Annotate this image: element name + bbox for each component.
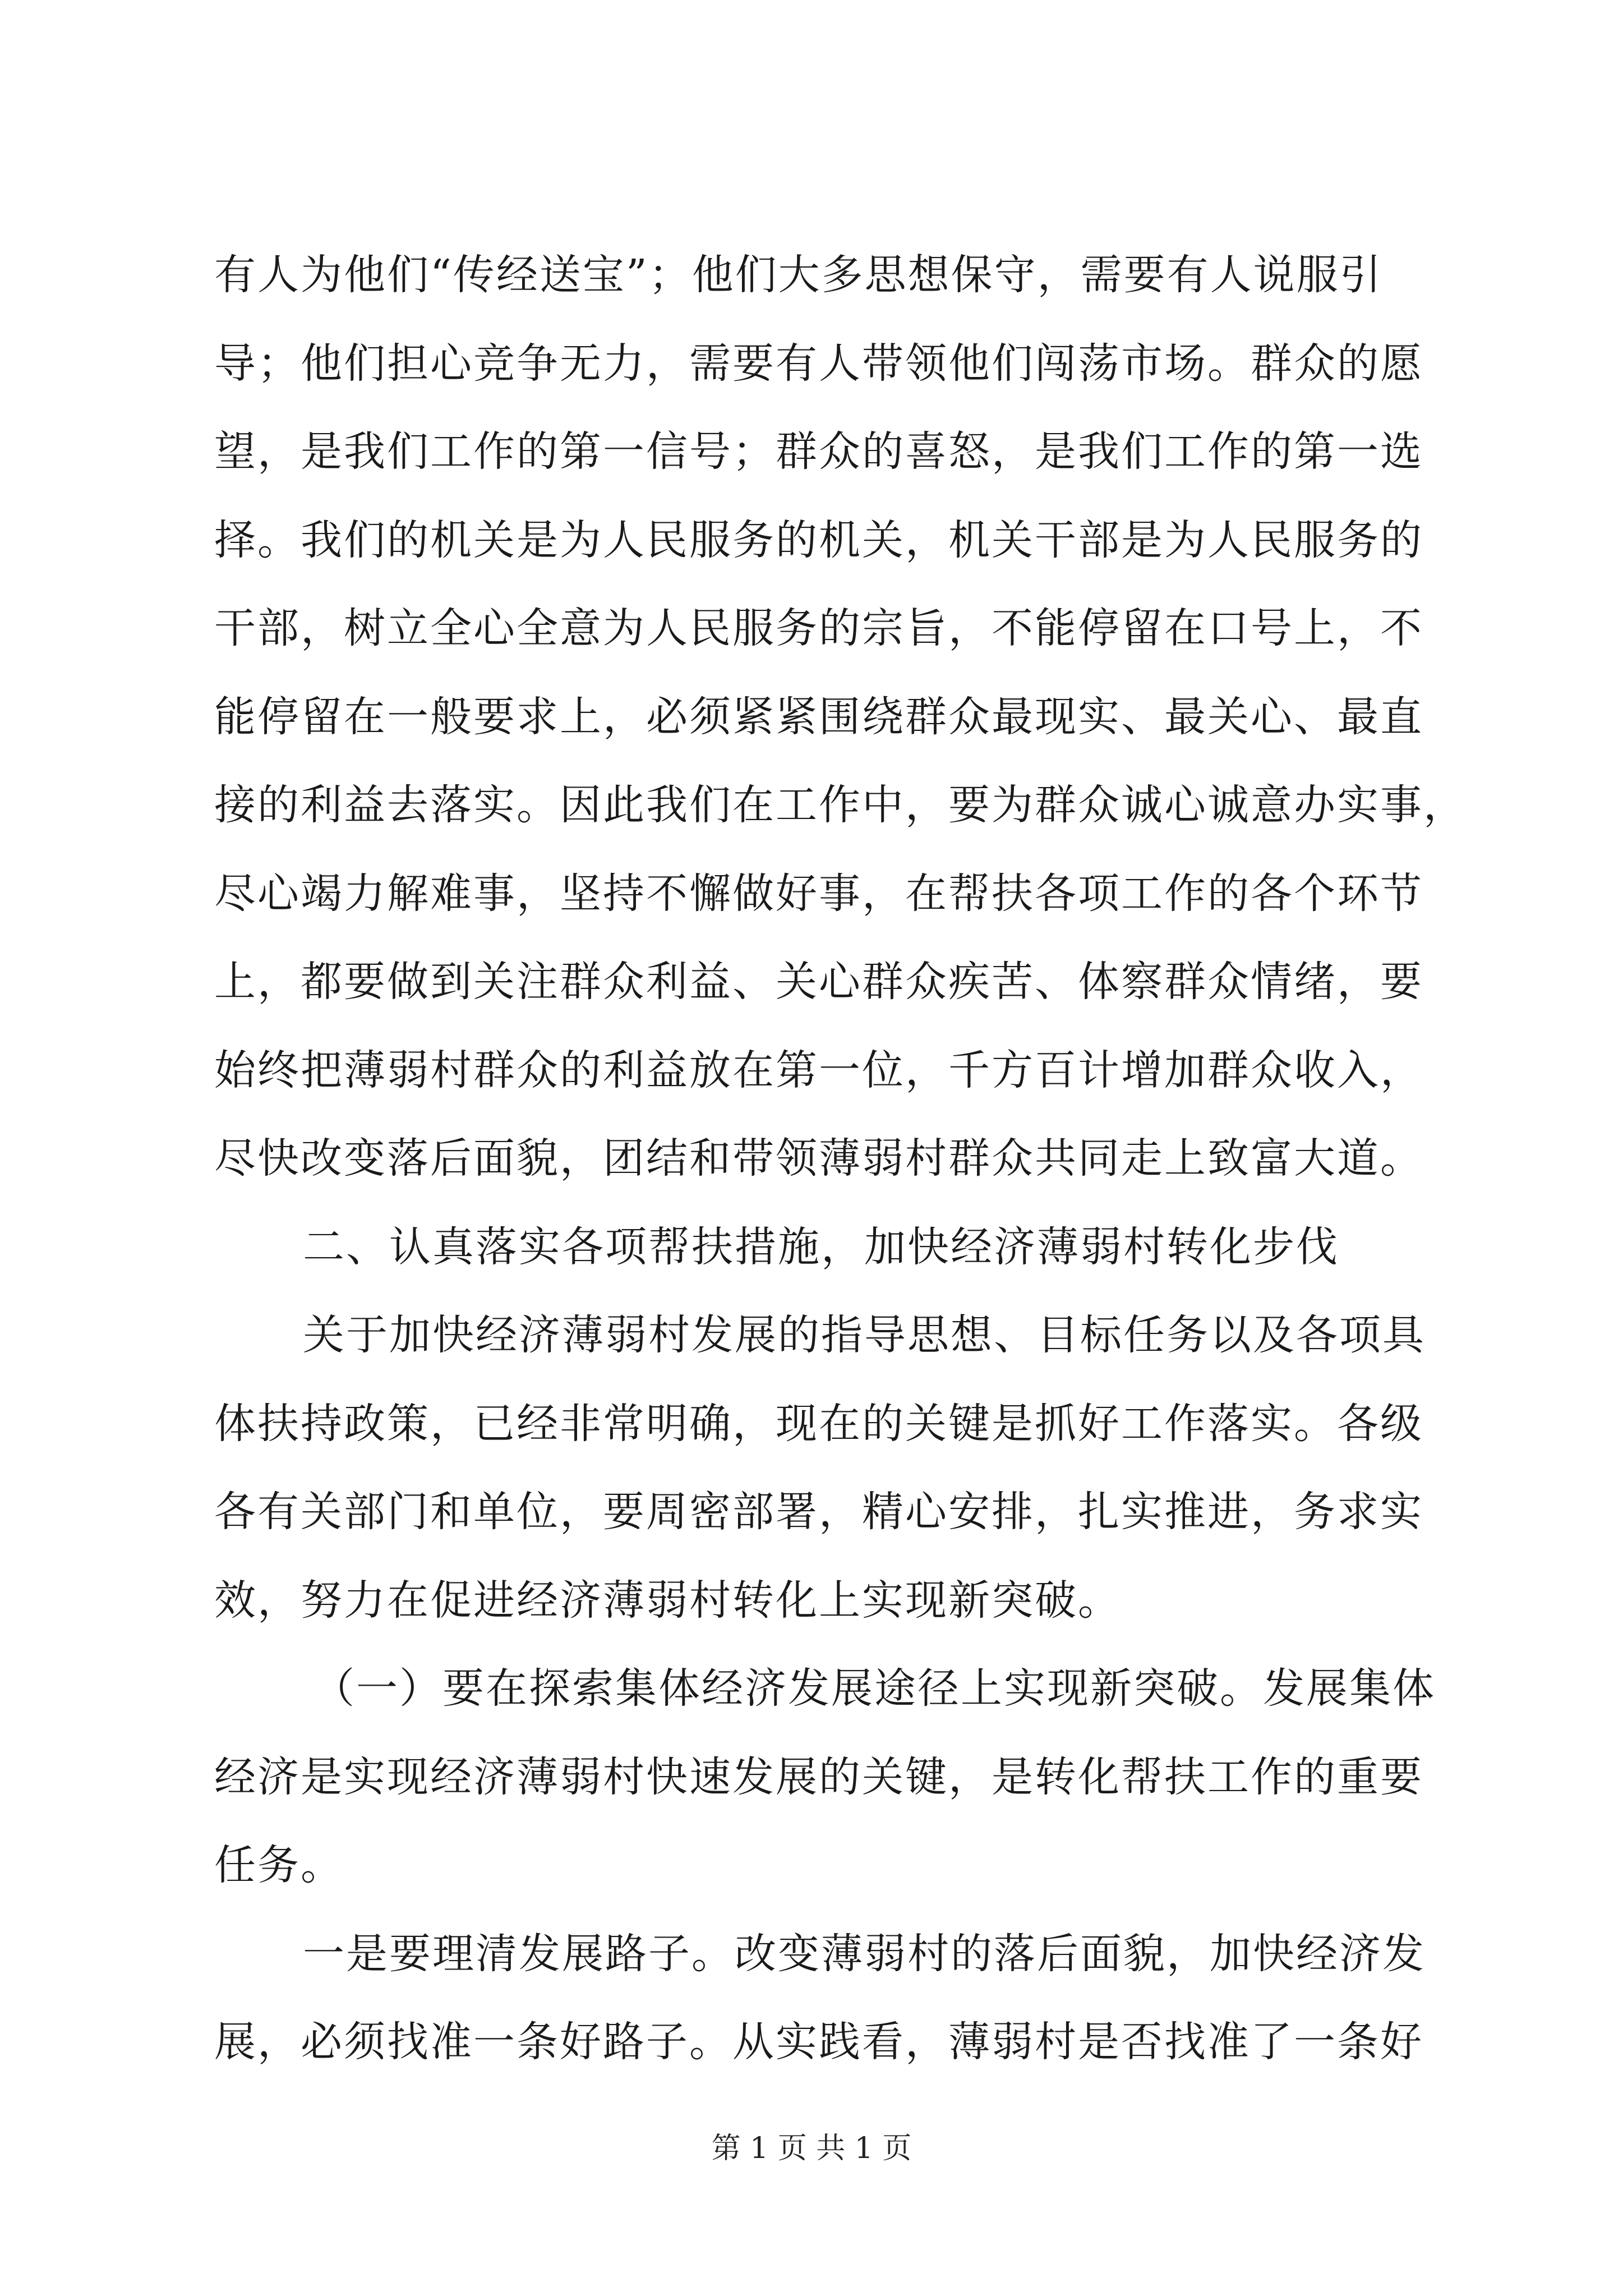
section-heading: 二、认真落实各项帮扶措施，加快经济薄弱村转化步伐	[303, 1223, 1339, 1271]
text-line: 尽快改变落后面貌，团结和带领薄弱村群众共同走上致富大道。	[214, 1134, 1423, 1182]
text-line: 上，都要做到关注群众利益、关心群众疾苦、体察群众情绪，要	[214, 958, 1423, 1006]
text-line: 效，努力在促进经济薄弱村转化上实现新突破。	[214, 1576, 1121, 1625]
text-line: 接的利益去落实。因此我们在工作中，要为群众诚心诚意办实事，	[214, 781, 1467, 829]
text-line: 有人为他们“传经送宝”；他们大多思想保守，需要有人说服引	[214, 251, 1383, 299]
text-line: 导；他们担心竞争无力，需要有人带领他们闯荡市场。群众的愿	[214, 339, 1423, 388]
text-line: 望，是我们工作的第一信号；群众的喜怒，是我们工作的第一选	[214, 427, 1423, 476]
text-line: 体扶持政策，已经非常明确，现在的关键是抓好工作落实。各级	[214, 1400, 1423, 1448]
text-line: 任务。	[214, 1841, 344, 1889]
text-line: 关于加快经济薄弱村发展的指导思想、目标任务以及各项具	[303, 1311, 1426, 1359]
page-number-label: 第 1 页 共 1 页	[711, 2132, 912, 2165]
text-line: 经济是实现经济薄弱村快速发展的关键，是转化帮扶工作的重要	[214, 1753, 1423, 1801]
text-line: 能停留在一般要求上，必须紧紧围绕群众最现实、最关心、最直	[214, 693, 1423, 741]
text-line: 择。我们的机关是为人民服务的机关，机关干部是为人民服务的	[214, 516, 1423, 564]
text-line: 始终把薄弱村群众的利益放在第一位，千方百计增加群众收入，	[214, 1046, 1423, 1094]
text-line: 干部，树立全心全意为人民服务的宗旨，不能停留在口号上，不	[214, 604, 1423, 652]
text-line: 各有关部门和单位，要周密部署，精心安排，扎实推进，务求实	[214, 1488, 1423, 1536]
text-line: 展，必须找准一条好路子。从实践看，薄弱村是否找准了一条好	[214, 2018, 1423, 2066]
subsection-heading: （一）要在探索集体经济发展途径上实现新突破。发展集体	[313, 1664, 1436, 1713]
page-footer	[0, 2132, 1623, 2165]
text-line: 尽心竭力解难事，坚持不懈做好事，在帮扶各项工作的各个环节	[214, 869, 1423, 918]
text-line: 一是要理清发展路子。改变薄弱村的落后面貌，加快经济发	[303, 1930, 1426, 1978]
